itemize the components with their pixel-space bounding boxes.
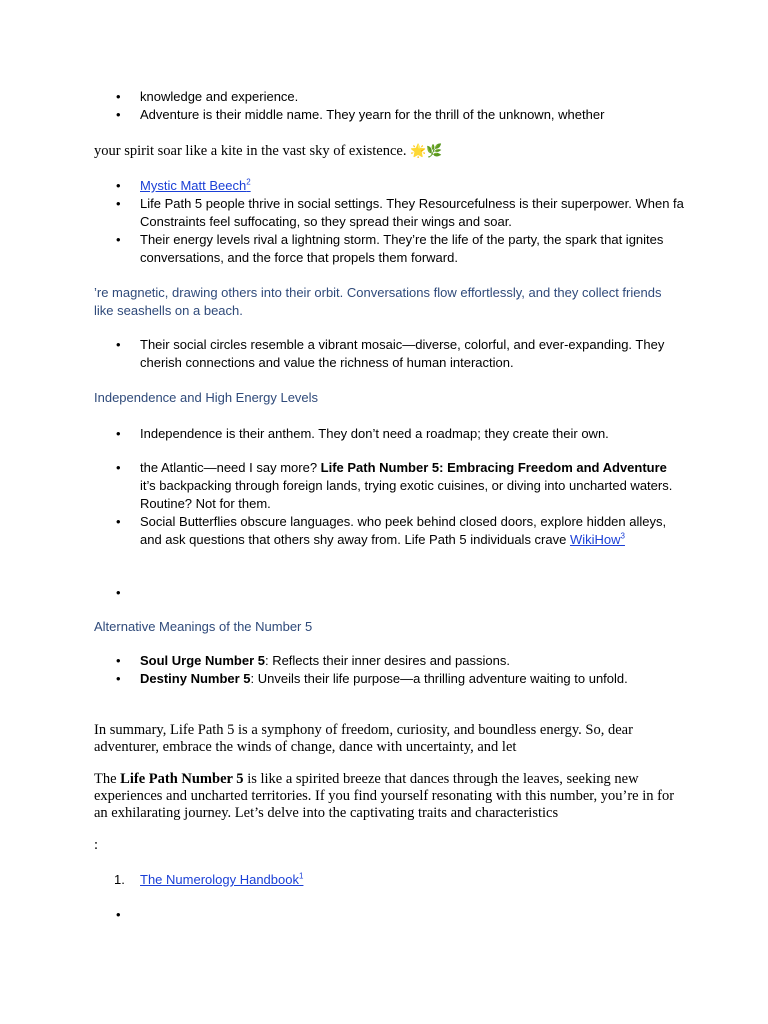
numerology-handbook-link[interactable]: The Numerology Handbook$^1$ — [140, 871, 304, 887]
list-item: • Their social circles resemble a vibrant mosaic—diverse, colorful, and ever-expanding. They cherish connections and value the richness of human interaction. — [94, 336, 684, 372]
list-item: • Soul Urge Number 5: Reflects their inner desires and passions. — [94, 652, 684, 670]
bullet-list-intro — [94, 88, 684, 124]
paragraph-colon: : — [94, 837, 99, 853]
paragraph-breeze: The Life Path Number 5 is like a spirited breeze that dances through the leaves, seeking new experiences and uncharted territories. If you find yourself resonating with this number, you’re in for an exhilarating journey. Let’s delve into the captivating traits and characteristics — [94, 771, 675, 821]
bullet-list-independence — [94, 425, 684, 443]
bullet-list-circles — [94, 336, 684, 372]
paragraph-summary: In summary, Life Path 5 is a symphony of freedom, curiosity, and boundless energy. So, dear adventurer, embrace the winds of change, dance with uncertainty, and let — [94, 722, 633, 755]
wikihow-link[interactable]: WikiHow$^3$ — [569, 531, 625, 547]
bullet-list-empty — [94, 584, 684, 602]
list-item: • Destiny Number 5: Unveils their life purpose—a thrilling adventure waiting to unfold. — [94, 670, 684, 688]
list-item: • Independence is their anthem. They don’t need a roadmap; they create their own. — [94, 425, 684, 443]
paragraph-spirit — [94, 142, 684, 160]
list-item: • Adventure is their middle name. They yearn for the thrill of the unknown, whether — [94, 106, 684, 124]
star-leaf-emoji-icon: 🌟🌿 — [410, 143, 443, 158]
bullet-list-social — [94, 177, 684, 267]
numbered-list-references — [94, 871, 684, 889]
heading-independence: Independence and High Energy Levels — [94, 390, 319, 405]
bullet-list-alternative — [94, 652, 684, 688]
list-item: • Their energy levels rival a lightning storm. They’re the life of the party, the spark that ignites conversations, and the force that propels them forward. — [94, 231, 684, 267]
list-item: • the Atlantic—need I say more? Life Path Number 5: Embracing Freedom and Adventure it’s backpacking through foreign lands, trying exotic cuisines, or diving into uncharted waters. Routine? Not for them. — [94, 459, 684, 513]
paragraph-text: your spirit soar like a kite in the vast sky of existence. — [94, 143, 407, 159]
bullet-list-adventure — [94, 459, 684, 549]
list-item: • knowledge and experience. — [94, 88, 684, 106]
list-item: 1. The Numerology Handbook$^1$ — [114, 871, 304, 887]
list-item: • Social Butterflies obscure languages. who peek behind closed doors, explore hidden alleys, and ask questions that others shy away from. Life Path 5 individuals crave WikiHow$^3$ — [94, 513, 684, 549]
mystic-matt-beech-link[interactable]: Mystic Matt Beech$^2$ — [140, 177, 251, 193]
paragraph-magnetic: ’re magnetic, drawing others into their orbit. Conversations flow effortlessly, and they collect friends like seashells on a beach. — [94, 285, 662, 318]
bullet-list-trailing — [94, 906, 684, 924]
heading-alternative-meanings: Alternative Meanings of the Number 5 — [94, 619, 313, 634]
list-item — [94, 177, 684, 195]
list-item: • Life Path 5 people thrive in social settings. They Resourcefulness is their superpower. When fa Constraints feel suffocating, so they spread their wings and soar. — [94, 195, 684, 231]
list-item — [94, 906, 684, 924]
list-item — [94, 584, 684, 602]
